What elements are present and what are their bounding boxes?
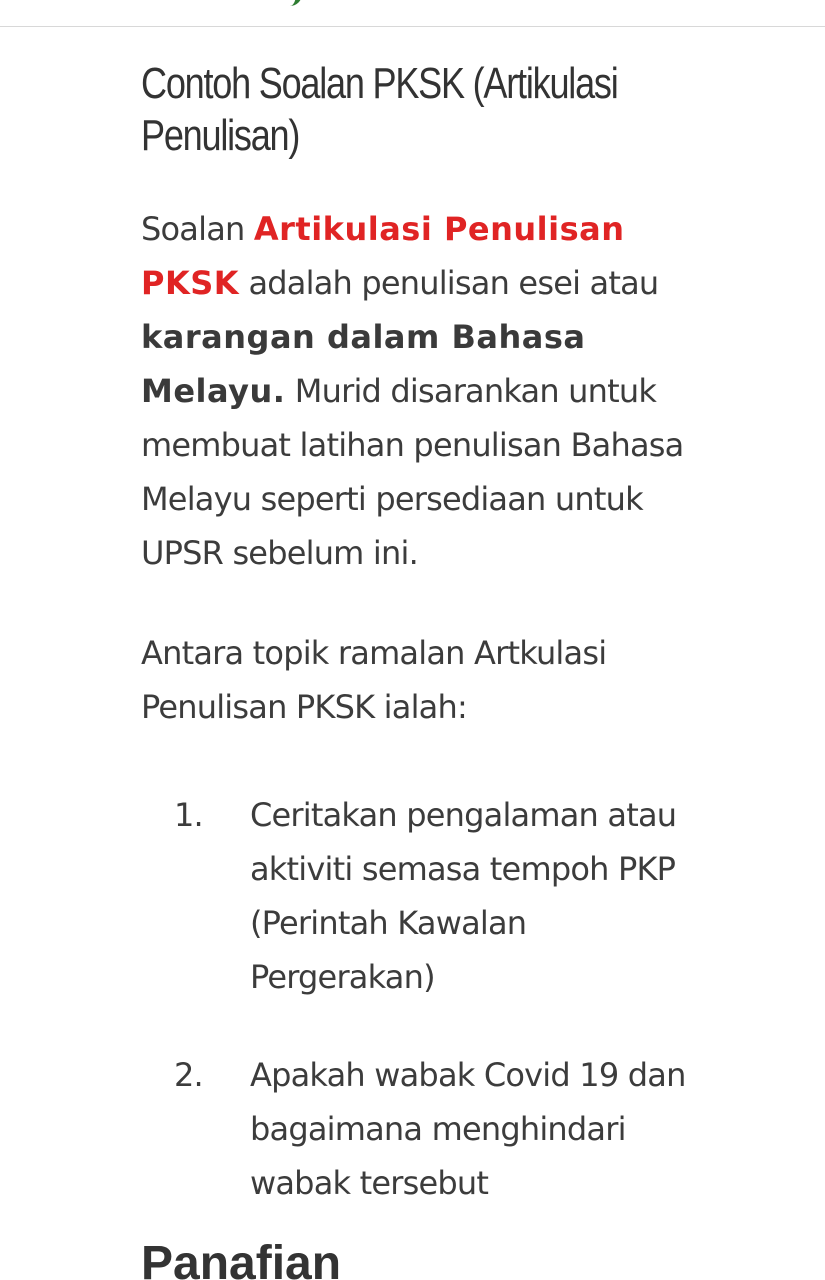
list-item-text: Apakah wabak Covid 19 dan bagaimana menghindari wabak tersebut xyxy=(250,1056,686,1202)
list-item xyxy=(141,788,701,1004)
list-number: 1. xyxy=(174,796,203,834)
list-item-text: Ceritakan pengalaman atau aktiviti semasa tempoh PKP (Perintah Kawalan Pergerakan) xyxy=(250,796,677,996)
intro-text-1: Soalan xyxy=(141,210,254,248)
highlight-link[interactable]: Artikulasi Penulisan PKSK xyxy=(141,210,625,302)
logo-fragment xyxy=(280,0,302,6)
bold-phrase: karangan dalam Bahasa Melayu. xyxy=(141,318,586,410)
article-heading: Contoh Soalan PKSK (Artikulasi Penulisan) xyxy=(141,59,618,160)
intro-paragraph xyxy=(141,202,701,580)
article-body xyxy=(141,58,701,1254)
list-item xyxy=(141,1048,701,1210)
topics-intro: Antara topik ramalan Artkulasi Penulisan PKSK ialah: xyxy=(141,634,607,726)
topics-list xyxy=(141,788,701,1210)
next-section-heading: Panafian xyxy=(141,1237,342,1280)
intro-text-3: Murid disarankan untuk membuat latihan penulisan Bahasa Melayu seperti persediaan untuk UPSR sebelum ini. xyxy=(141,372,684,572)
intro-text-2: adalah penulisan esei atau xyxy=(239,264,659,302)
list-number: 2. xyxy=(174,1056,203,1094)
site-header-strip xyxy=(0,0,825,27)
